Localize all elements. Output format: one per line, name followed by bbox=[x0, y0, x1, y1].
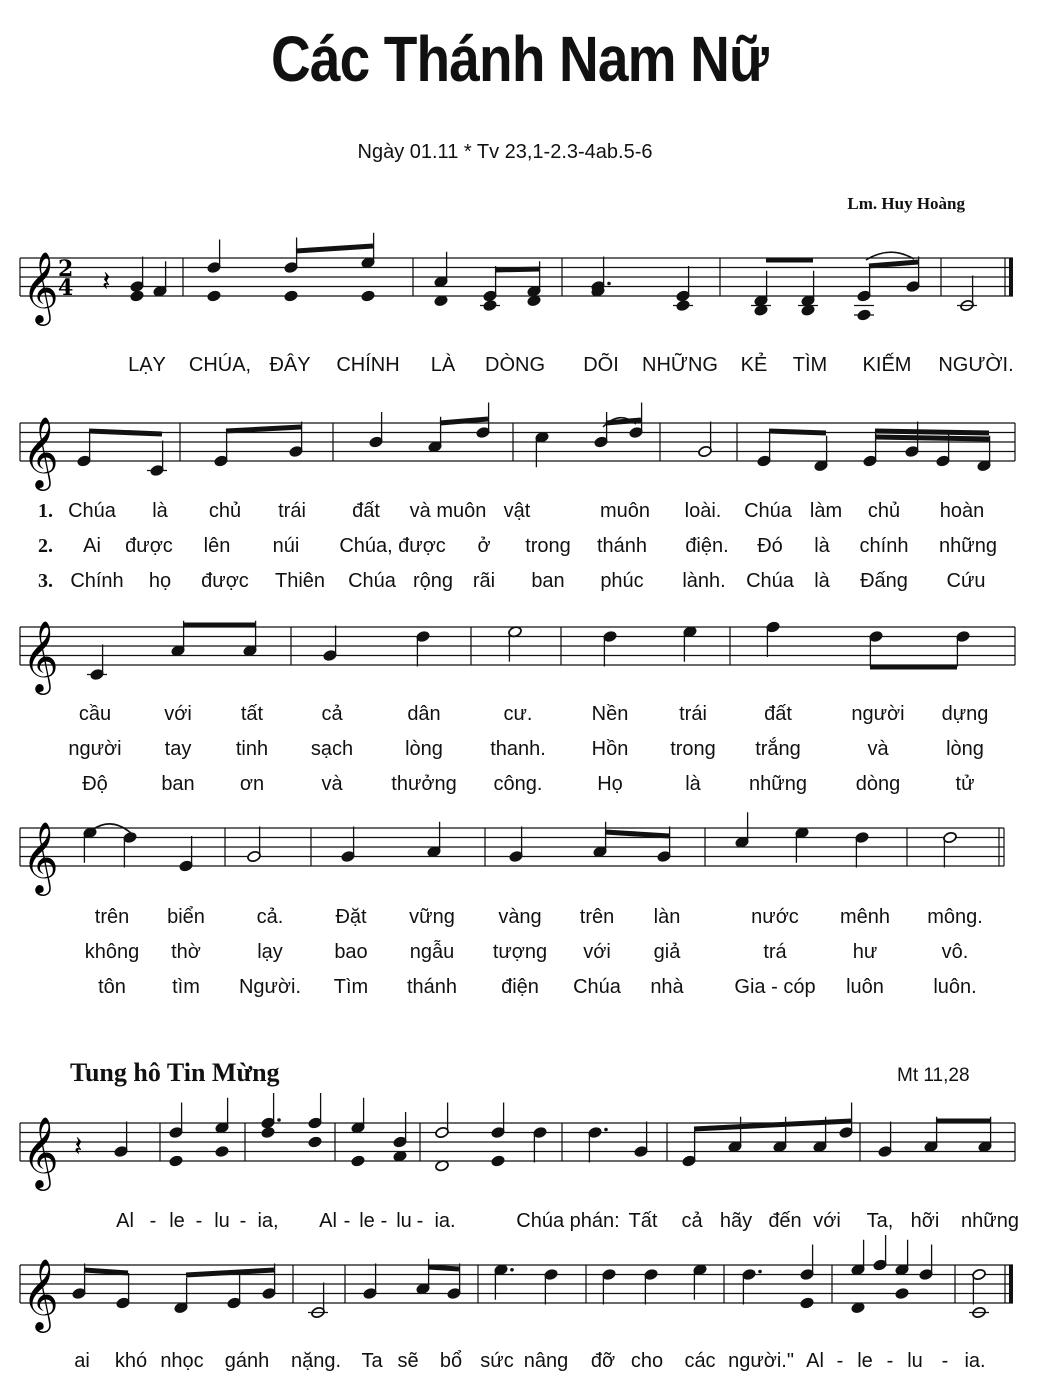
verse-line-word: núi bbox=[272, 535, 300, 557]
verse-line-word: là bbox=[152, 500, 168, 522]
refrain-word: NGƯỜI. bbox=[938, 354, 1014, 376]
verse-line-word: bao bbox=[334, 941, 368, 963]
note-head bbox=[800, 1297, 815, 1310]
verse-line-word: trong bbox=[525, 535, 571, 557]
verse-line-word: Cứu bbox=[946, 570, 986, 592]
note-beam bbox=[875, 431, 989, 433]
verse-line-word: được bbox=[201, 570, 249, 592]
gospel-word: nâng bbox=[523, 1350, 569, 1372]
verse-line-word: trên bbox=[94, 906, 130, 928]
gospel-word: Chúa phán: bbox=[516, 1210, 620, 1232]
verse-line-word: Gia - cóp bbox=[734, 976, 816, 998]
gospel-word: Al bbox=[319, 1210, 337, 1232]
verse-line-word: trong bbox=[670, 738, 716, 760]
refrain-word: KIẾM bbox=[862, 354, 912, 376]
gospel-word: - bbox=[149, 1210, 157, 1232]
verse-line-word: điện. bbox=[685, 535, 729, 557]
gospel-word: lu bbox=[214, 1210, 230, 1232]
refrain-word: DÒNG bbox=[485, 354, 545, 376]
gospel-word: hỡi bbox=[910, 1210, 940, 1232]
verse-line-word: Đặt bbox=[335, 906, 367, 928]
verse-line-word: thánh bbox=[406, 976, 458, 998]
note-head bbox=[207, 290, 222, 303]
verse-line-word: và muôn bbox=[409, 500, 487, 522]
gospel-word: Tất bbox=[628, 1210, 658, 1232]
verse-line-word: tượng bbox=[492, 941, 548, 963]
note-beam bbox=[694, 1121, 851, 1129]
verse-line-word: luôn bbox=[846, 976, 884, 998]
verse-line-word: tìm bbox=[172, 976, 200, 998]
quarter-rest-icon: 𝄽 bbox=[102, 264, 111, 298]
verse-line-word: tay bbox=[164, 738, 192, 760]
gospel-word: đỡ bbox=[590, 1350, 616, 1372]
gospel-word: cả bbox=[681, 1210, 703, 1232]
note-beam bbox=[875, 437, 989, 439]
verse-line-word: ơn bbox=[239, 773, 265, 795]
gospel-word: sức bbox=[480, 1350, 514, 1372]
treble-clef-icon: 𝄞 bbox=[22, 1115, 59, 1188]
verse-line-word: Hồn bbox=[591, 738, 629, 760]
note-head bbox=[284, 290, 299, 303]
verse-line-word: cả. bbox=[256, 906, 284, 928]
verse-line-word: và bbox=[321, 773, 343, 795]
song-title: Các Thánh Nam Nữ bbox=[270, 23, 769, 95]
verse-line-word: người bbox=[851, 703, 905, 725]
verse-line-word: và bbox=[867, 738, 889, 760]
verse-line-word: Người. bbox=[238, 976, 302, 998]
gospel-word: lu bbox=[396, 1210, 412, 1232]
refrain-word: LẠY bbox=[128, 354, 166, 376]
dot bbox=[607, 282, 611, 286]
gospel-word: Ta bbox=[361, 1350, 383, 1372]
refrain-word: CHÍNH bbox=[336, 354, 400, 376]
verse-line-word: vững bbox=[409, 906, 455, 928]
note-beam bbox=[226, 427, 301, 431]
verse-line-word: mênh bbox=[839, 906, 891, 928]
gospel-word: các bbox=[684, 1350, 716, 1372]
verse-line-word: loài. bbox=[684, 500, 722, 522]
dot bbox=[758, 1270, 762, 1274]
verse-line-word: với bbox=[583, 941, 611, 963]
note-beam bbox=[296, 246, 373, 251]
verse-line-word: nước bbox=[751, 906, 799, 928]
verse-line-word: trắng bbox=[755, 738, 801, 760]
song-subtitle: Ngày 01.11 * Tv 23,1-2.3-4ab.5-6 bbox=[357, 141, 653, 163]
verse-line-word: vô. bbox=[941, 941, 969, 963]
gospel-word: sẽ bbox=[397, 1350, 419, 1372]
verse-line-word: làn bbox=[653, 906, 681, 928]
refrain-word: LÀ bbox=[430, 354, 456, 376]
note-beam bbox=[769, 431, 826, 433]
gospel-word: bổ bbox=[439, 1350, 463, 1372]
verse-line-word: Chúa bbox=[573, 976, 621, 998]
verse-line-word: Chúa bbox=[68, 500, 116, 522]
note-beam bbox=[428, 1267, 459, 1269]
final-barline bbox=[1009, 258, 1013, 296]
verse-line-word: đất bbox=[352, 500, 380, 522]
quarter-rest-icon: 𝄽 bbox=[74, 1129, 83, 1163]
verse-line-word: trái bbox=[278, 500, 306, 522]
verse-line-word: dựng bbox=[941, 703, 989, 725]
gospel-word: le bbox=[857, 1350, 873, 1372]
verse-line-word: tôn bbox=[98, 976, 126, 998]
verse-line-word: là bbox=[814, 535, 830, 557]
gospel-acclamation-title: Tung hô Tin Mừng bbox=[70, 1058, 280, 1087]
verse-line-word: người bbox=[68, 738, 122, 760]
note-head bbox=[491, 1155, 506, 1168]
treble-clef-icon: 𝄞 bbox=[22, 1257, 59, 1330]
verse-line-word: Thiên bbox=[274, 570, 326, 592]
gospel-word: cho bbox=[630, 1350, 664, 1372]
gospel-word: - bbox=[239, 1210, 247, 1232]
gospel-word: - bbox=[195, 1210, 203, 1232]
gospel-word: đến bbox=[768, 1210, 802, 1232]
verse-line-word: Chúa bbox=[746, 570, 794, 592]
dot bbox=[277, 1118, 281, 1122]
composer-name: Lm. Huy Hoàng bbox=[847, 194, 965, 213]
verse-line-word: không bbox=[84, 941, 140, 963]
gospel-word: - bbox=[941, 1350, 949, 1372]
gospel-word: những bbox=[961, 1210, 1019, 1232]
time-signature-bottom: 4 bbox=[58, 275, 74, 301]
note-beam bbox=[84, 1270, 128, 1273]
verse-line-word: chính bbox=[859, 535, 909, 557]
verse-line-word: vật bbox=[503, 500, 531, 522]
treble-clef-icon: 𝄞 bbox=[22, 820, 59, 893]
verse-line-word: lên bbox=[203, 535, 231, 557]
gospel-word: le bbox=[359, 1210, 375, 1232]
verse-line-word: rãi bbox=[472, 570, 496, 592]
verse-line-word: Chúa bbox=[348, 570, 396, 592]
gospel-word: - bbox=[836, 1350, 844, 1372]
verse-line-word: dân bbox=[407, 703, 441, 725]
verse-line-word: Chúa bbox=[744, 500, 792, 522]
verse-line-word: trái bbox=[679, 703, 707, 725]
verse-line-word: đất bbox=[764, 703, 792, 725]
gospel-word: người." bbox=[728, 1350, 794, 1372]
gospel-word: gánh bbox=[224, 1350, 270, 1372]
refrain-word: CHÚA, bbox=[188, 354, 252, 376]
verse-line-word: điện bbox=[501, 976, 539, 998]
treble-clef-icon: 𝄞 bbox=[22, 250, 59, 323]
verse-line-word: luôn. bbox=[933, 976, 977, 998]
refrain-word: DÕI bbox=[583, 354, 619, 376]
gospel-word: - bbox=[886, 1350, 894, 1372]
note-head bbox=[361, 290, 376, 303]
final-barline bbox=[1009, 1265, 1013, 1303]
gospel-word: ia. bbox=[434, 1210, 456, 1232]
verse-line-word: dòng bbox=[855, 773, 901, 795]
gospel-word: - bbox=[416, 1210, 424, 1232]
verse-line-word: chủ bbox=[208, 500, 242, 522]
gospel-reference: Mt 11,28 bbox=[897, 1065, 970, 1086]
dot bbox=[604, 1128, 608, 1132]
verse-line-word: rộng bbox=[412, 570, 454, 592]
verse-line-word: những bbox=[749, 773, 807, 795]
gospel-word: - bbox=[343, 1210, 351, 1232]
gospel-word: ia. bbox=[964, 1350, 986, 1372]
refrain-word: TÌM bbox=[792, 354, 828, 376]
treble-clef-icon: 𝄞 bbox=[22, 619, 59, 692]
verse-number-2: 2. bbox=[38, 535, 53, 557]
verse-line-word: cầu bbox=[78, 703, 112, 725]
verse-line-word: Nền bbox=[591, 703, 629, 725]
verse-line-word: được bbox=[125, 535, 173, 557]
verse-line-word: vàng bbox=[498, 906, 542, 928]
verse-line-word: là bbox=[814, 570, 830, 592]
gospel-word: - bbox=[380, 1210, 388, 1232]
note-head bbox=[169, 1155, 184, 1168]
verse-line-word: sạch bbox=[310, 738, 354, 760]
gospel-word: hãy bbox=[719, 1210, 753, 1232]
verse-line-word: làm bbox=[809, 500, 843, 522]
verse-line-word: muôn bbox=[599, 500, 651, 522]
verse-line-word: những bbox=[939, 535, 997, 557]
note-beam bbox=[605, 832, 669, 836]
verse-line-word: Ai bbox=[83, 535, 101, 557]
refrain-word: ĐÂY bbox=[269, 354, 311, 376]
verse-line-word: Chính bbox=[70, 570, 124, 592]
gospel-word: ia, bbox=[257, 1210, 279, 1232]
verse-line-word: ngẫu bbox=[409, 941, 455, 963]
verse-line-word: ở bbox=[477, 535, 491, 557]
verse-number-3: 3. bbox=[38, 570, 53, 592]
verse-line-word: công. bbox=[493, 773, 543, 795]
verse-line-word: ban bbox=[531, 570, 565, 592]
verse-line-word: thờ bbox=[171, 941, 201, 963]
note-head bbox=[895, 1287, 910, 1300]
refrain-word: KẺ bbox=[740, 354, 768, 376]
slur bbox=[92, 824, 132, 834]
gospel-word: Al bbox=[806, 1350, 824, 1372]
dot bbox=[510, 1268, 514, 1272]
verse-line-word: thanh. bbox=[490, 738, 546, 760]
note-head bbox=[308, 1136, 323, 1149]
verse-line-word: với bbox=[164, 703, 192, 725]
slur bbox=[866, 252, 914, 260]
note-head bbox=[261, 1126, 276, 1139]
verse-line-word: giả bbox=[653, 941, 681, 963]
refrain-word: NHỮNG bbox=[642, 354, 718, 376]
gospel-word: lu bbox=[907, 1350, 923, 1372]
verse-line-word: chủ bbox=[867, 500, 901, 522]
verse-line-word: cư. bbox=[503, 703, 533, 725]
gospel-word: nhọc bbox=[160, 1350, 204, 1372]
verse-number-1: 1. bbox=[38, 500, 53, 522]
verse-line-word: họ bbox=[148, 570, 172, 592]
verse-line-word: lành. bbox=[682, 570, 726, 592]
time-signature-top: 2 bbox=[58, 256, 74, 282]
note-beam bbox=[89, 431, 162, 434]
verse-line-word: Độ bbox=[82, 773, 108, 795]
verse-line-word: mông. bbox=[927, 906, 983, 928]
verse-line-word: phúc bbox=[600, 570, 644, 592]
verse-line-word: là bbox=[685, 773, 701, 795]
gospel-word: ai bbox=[74, 1350, 90, 1372]
verse-line-word: thánh bbox=[596, 535, 648, 557]
verse-line-word: biển bbox=[167, 906, 205, 928]
verse-line-word: lòng bbox=[405, 738, 443, 760]
verse-line-word: được bbox=[398, 535, 446, 557]
verse-line-word: Chúa, bbox=[339, 535, 393, 557]
gospel-word: Ta, bbox=[866, 1210, 894, 1232]
verse-line-word: tinh bbox=[235, 738, 269, 760]
verse-line-word: trá bbox=[763, 941, 787, 963]
verse-line-word: Đó bbox=[757, 535, 783, 557]
verse-line-word: tất bbox=[240, 703, 264, 725]
gospel-word: khó bbox=[114, 1350, 148, 1372]
verse-line-word: thưởng bbox=[391, 773, 457, 795]
treble-clef-icon: 𝄞 bbox=[22, 415, 59, 488]
verse-line-word: lạy bbox=[257, 941, 283, 963]
verse-line-word: ban bbox=[161, 773, 195, 795]
verse-line-word: Tìm bbox=[333, 976, 369, 998]
verse-line-word: hoàn bbox=[939, 500, 985, 522]
verse-line-word: hư bbox=[852, 941, 878, 963]
note-beam bbox=[495, 269, 539, 270]
note-head bbox=[351, 1155, 366, 1168]
verse-line-word: trên bbox=[579, 906, 615, 928]
gospel-word: Al bbox=[116, 1210, 134, 1232]
gospel-word: với bbox=[813, 1210, 841, 1232]
note-head bbox=[130, 290, 145, 303]
verse-line-word: tử bbox=[955, 773, 975, 795]
gospel-word: le bbox=[169, 1210, 185, 1232]
verse-line-word: Họ bbox=[597, 773, 623, 795]
gospel-word: nặng. bbox=[290, 1350, 342, 1372]
verse-line-word: nhà bbox=[650, 976, 684, 998]
verse-line-word: Đấng bbox=[860, 570, 908, 592]
note-beam bbox=[869, 262, 918, 266]
note-head bbox=[215, 1145, 230, 1158]
verse-line-word: lòng bbox=[946, 738, 984, 760]
verse-line-word: cả bbox=[321, 703, 343, 725]
